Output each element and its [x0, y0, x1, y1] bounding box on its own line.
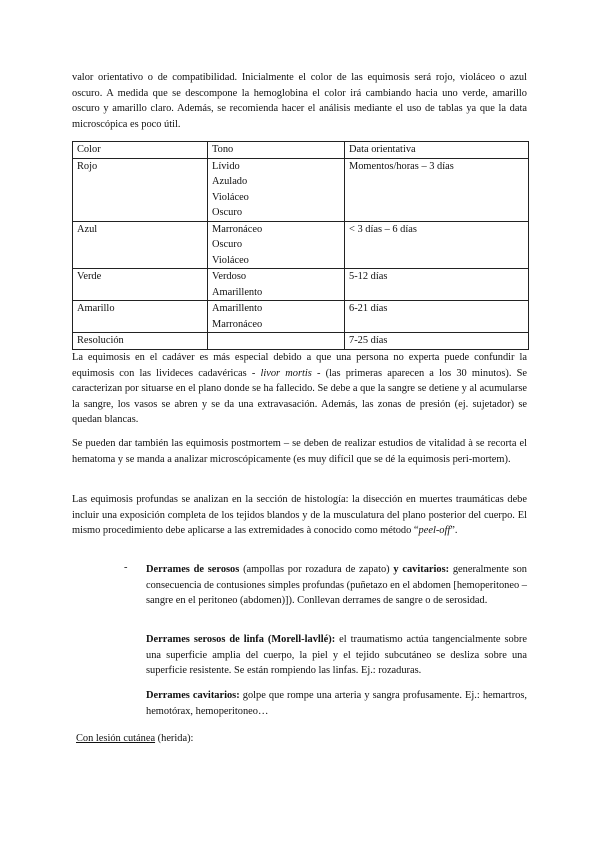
tone-item: Lívido [212, 160, 240, 172]
row-data: 7-25 días [345, 333, 529, 350]
tone-item: Marronáceo [212, 318, 263, 330]
sub-cavitarios-bold: Derrames cavitarios: [146, 690, 240, 701]
color-table [72, 141, 529, 350]
paragraph-livor-after: - (las primeras aparecen a los 30 minutos). Se caracterizan por situarse en el plano donde se ha fallecido. Se debe a que la sangre se detiene y al acumularse la sangre, los vasos se abren y se da una extravasación. Además, las zonas de presión (ej. sujetador) se quedan blancas. [72, 367, 527, 425]
tone-item: Violáceo [212, 254, 249, 266]
tone-item: Amarillento [212, 303, 263, 314]
row-color: Rojo [73, 158, 208, 221]
row-tones [208, 301, 345, 333]
tone-item: Oscuro [212, 207, 243, 218]
row-color: Verde [73, 269, 208, 301]
row-data: Momentos/horas – 3 días [345, 158, 529, 221]
tone-item: Violáceo [212, 191, 249, 203]
table-row [73, 221, 529, 269]
header-data: Data orientativa [345, 142, 529, 159]
section-heading-underlined: Con lesión cutánea [76, 733, 156, 744]
row-tones [208, 333, 345, 350]
bullet-derrames [146, 562, 527, 609]
paragraph-livor [72, 350, 527, 428]
tone-item: Verdoso [212, 271, 247, 282]
row-color: Amarillo [73, 301, 208, 333]
tone-item: Azulado [212, 176, 248, 187]
section-heading [76, 731, 193, 747]
paragraph-profundas-before: Las equimosis profundas se analizan en la sección de histología: la disección en muertes traumáticas debe incluir una exposición completa de los tejidos blandos y de la musculatura del plano posterior del cuerpo. El mismo procedimiento debe aplicarse a las extremidades à conocido como método “ [72, 494, 527, 536]
table-row [73, 269, 529, 301]
row-color: Resolución [73, 333, 208, 350]
paragraph-profundas [72, 492, 527, 539]
sub-cavitarios-rest: golpe que rompe una arteria y sangra profusamente. Ej.: hemartros, hemotórax, hemoperitoneo… [146, 690, 527, 717]
paragraph-profundas-italic: peel-off [418, 525, 451, 536]
bullet-rest: generalmente son consecuencia de contusiones simples profundas (puñetazo en el abdomen [hemoperitoneo – sangre en el peritoneo (abdomen)]). Conllevan derrames de sangre o de serosidad. [146, 564, 527, 606]
row-data: < 3 días – 6 días [345, 221, 529, 269]
paragraph-profundas-after: ”. [450, 525, 458, 536]
bullet-mid: (ampollas por rozadura de zapato) [239, 564, 394, 575]
header-color: Color [73, 142, 208, 159]
row-data: 5-12 días [345, 269, 529, 301]
bullet-bold-cavitarios: y cavitarios: [393, 564, 450, 575]
sub-linfa-bold: Derrames serosos de linfa (Morell-lavllé): [146, 634, 336, 645]
paragraph-postmortem-text: Se pueden dar también las equimosis postmortem – se deben de realizar estudios de vitalidad à se recorta el hematoma y se manda a analizar microscópicamente (es muy difícil que se dé la equimosis peri-mortem). [72, 438, 527, 465]
table-header-row [73, 142, 529, 159]
table-row [73, 333, 529, 350]
table-row [73, 158, 529, 221]
section-heading-rest: (herida): [155, 733, 194, 744]
row-tones [208, 158, 345, 221]
tone-item: Amarillento [212, 286, 263, 298]
row-tones [208, 221, 345, 269]
bullet-bold-serosos: Derrames de serosos [146, 564, 240, 575]
paragraph-livor-before: La equimosis en el cadáver es más especial debido a que una persona no experta puede confundir la equimosis con las livideces cadavéricas - [72, 352, 527, 379]
row-tones [208, 269, 345, 301]
row-color: Azul [73, 221, 208, 269]
intro-text: valor orientativo o de compatibilidad. Inicialmente el color de las equimosis será rojo, violáceo o azul oscuro. A medida que se descompone la hemoglobina el color irá cambiando hacia uno verde, amarillo oscuro y amarillo claro. Además, se recomienda hacer el análisis mediante el uso de tablas ya que la data microscópica es poco útil. [72, 72, 527, 130]
table-row [73, 301, 529, 333]
sub-linfa-rest: el traumatismo actúa tangencialmente sobre una superficie amplia del cuerpo, la piel y el tejido subcutáneo se desliza sobre una superficie resistente. Se están rompiendo las linfas. Ej.: rozaduras. [146, 634, 527, 676]
paragraph-postmortem [72, 436, 527, 467]
sub-linfa [146, 632, 527, 679]
bullet-dash: - [124, 562, 128, 573]
tone-item: Marronáceo [212, 223, 263, 235]
intro-paragraph [72, 70, 527, 132]
sub-cavitarios [146, 688, 527, 719]
row-data: 6-21 días [345, 301, 529, 333]
header-tone: Tono [208, 142, 345, 159]
tone-item: Oscuro [212, 239, 243, 250]
paragraph-livor-italic: livor mortis [260, 367, 312, 379]
